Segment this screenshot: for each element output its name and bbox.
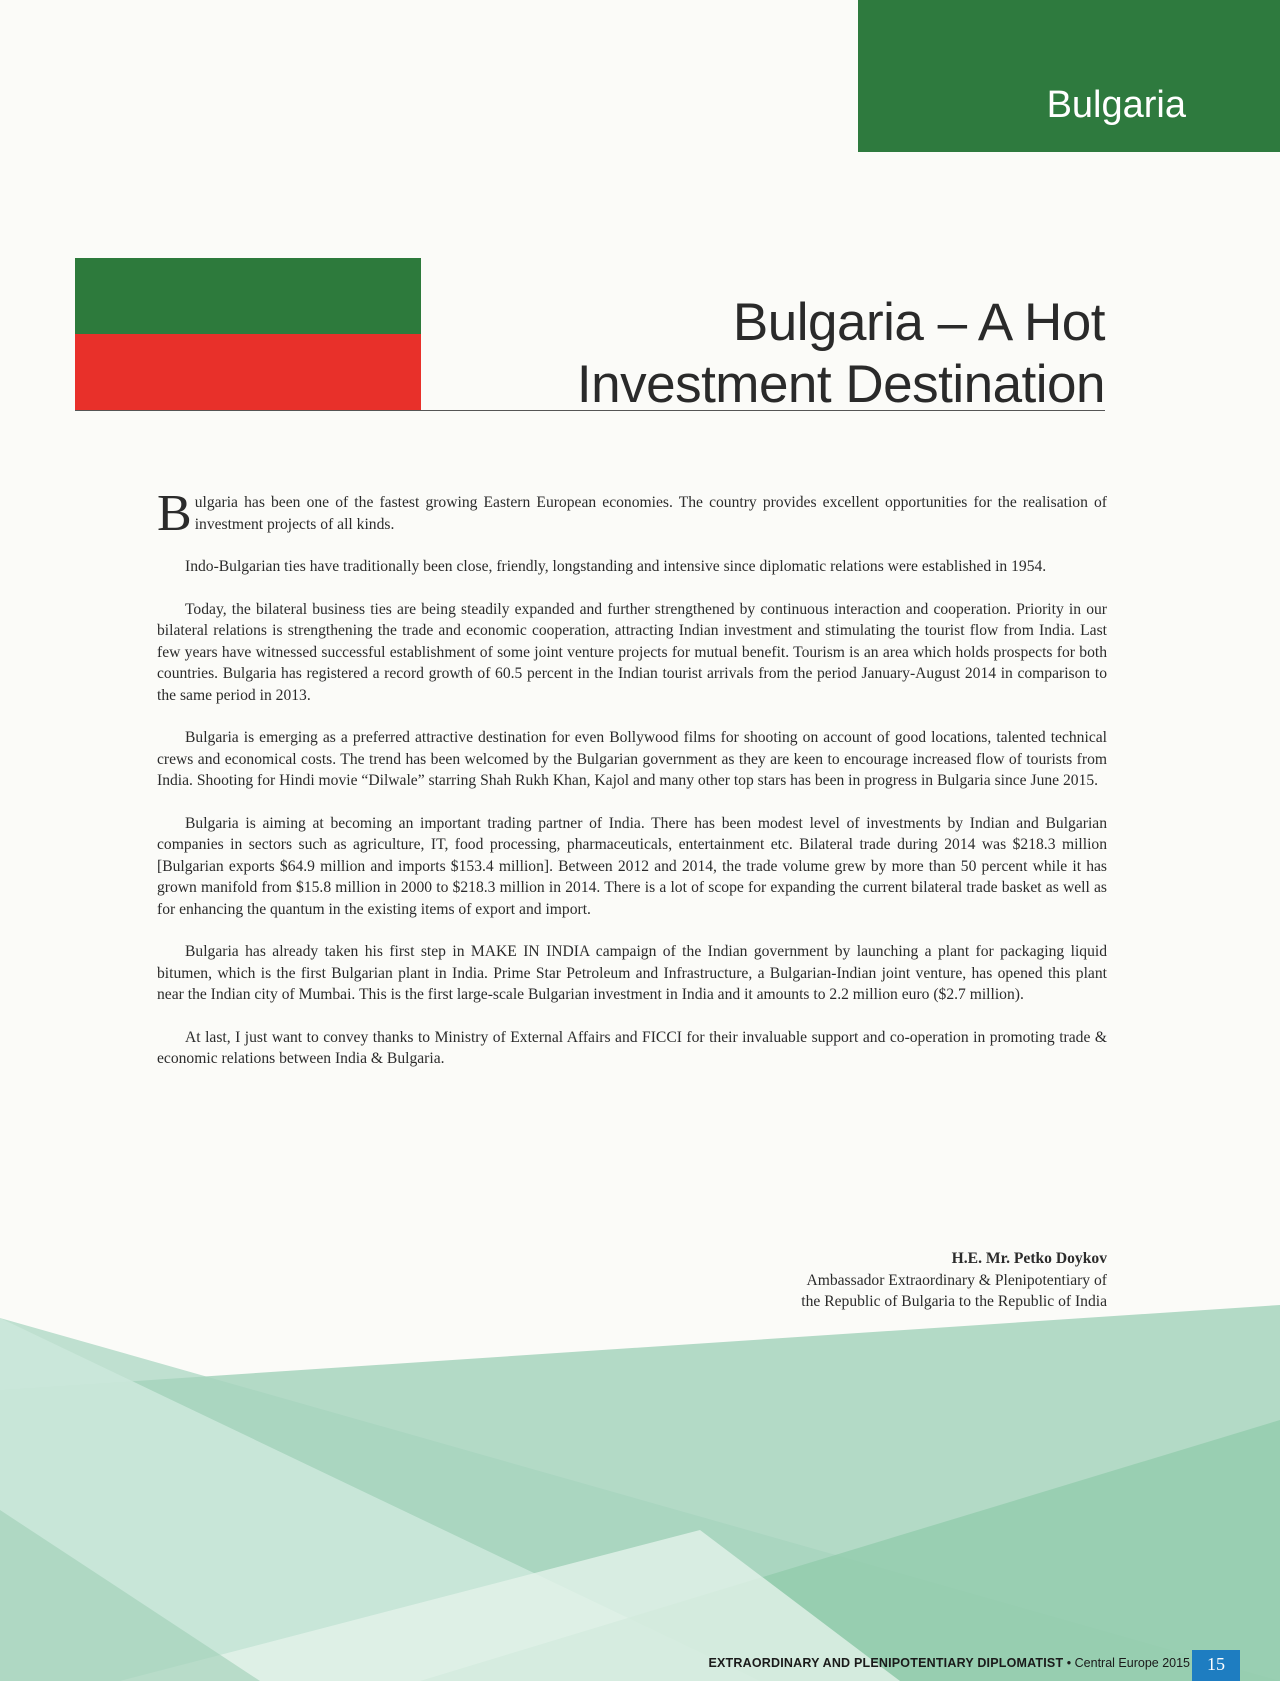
page-number: 15 — [1192, 1650, 1240, 1681]
signatory-title-line-1: Ambassador Extraordinary & Plenipotentiary of — [806, 1271, 1107, 1289]
article-paragraph: Bulgaria has been one of the fastest growing Eastern European economies. The country provides excellent opportunities for the realisation of investment projects of all kinds. — [157, 485, 1107, 542]
article-paragraph: Today, the bilateral business ties are being steadily expanded and further strengthened by continuous interaction and cooperation. Priority in our bilateral relations is strengthening the trade and economic cooperation, attracting Indian investment and stimulating the tourist flow from India. Last few years have witnessed successful establishment of some joint venture projects for mutual benefit. Tourism is an area which holds prospects for both countries. Bulgaria has registered a record growth of 60.5 percent in the Indian tourist arrivals from the period January-August 2014 in comparison to the same period in 2013. — [157, 600, 1107, 704]
article-paragraph: At last, I just want to convey thanks to Ministry of External Affairs and FICCI for their invaluable support and co-operation in promoting trade & economic relations between India & Bulgaria. — [157, 1028, 1107, 1067]
article-paragraph: Bulgaria is emerging as a preferred attractive destination for even Bollywood films for shooting on account of good locations, talented technical crews and economical costs. The trend has been welcomed by the Bulgarian government as they are keen to encourage increased flow of tourists from India. Shooting for Hindi movie “Dilwale” starring Shah Rukh Khan, Kajol and many other top stars has been in progress in Bulgaria since June 2015. — [157, 729, 1107, 789]
footer-publication — [708, 1656, 1190, 1670]
footer-separator: • — [1063, 1656, 1075, 1670]
section-tab — [858, 0, 1280, 152]
issue-name: Central Europe 2015 — [1074, 1656, 1190, 1670]
flag-green-band — [75, 258, 421, 334]
title-line-2: Investment Destination — [576, 355, 1105, 414]
article-paragraph: Bulgaria is aiming at becoming an important trading partner of India. There has been modest level of investments by Indian and Bulgarian companies in sectors such as agriculture, IT, food processing, pharmaceuticals, entertainment etc. Bilateral trade during 2014 was $218.3 million [Bulgarian exports $64.9 million and imports $153.4 million]. Between 2012 and 2014, the trade volume grew by more than 50 percent while it has grown manifold from $15.8 million in 2000 to $218.3 million in 2014. There is a lot of scope for expanding the current bilateral trade basket as well as for enhancing the quantum in the existing items of export and import. — [157, 814, 1107, 918]
article-paragraph: Indo-Bulgarian ties have traditionally been close, friendly, longstanding and intensive since diplomatic relations were established in 1954. — [185, 558, 1047, 575]
title-divider — [75, 410, 1105, 411]
article-body — [157, 485, 1107, 1091]
signature-block — [801, 1248, 1107, 1313]
publication-name: EXTRAORDINARY AND PLENIPOTENTIARY DIPLOMATIST — [708, 1656, 1064, 1670]
signatory-name: H.E. Mr. Petko Doykov — [951, 1250, 1107, 1267]
page-title — [577, 292, 1105, 416]
article-paragraph: Bulgaria has already taken his first step in MAKE IN INDIA campaign of the Indian government by launching a plant for packaging liquid bitumen, which is the first Bulgarian plant in India. Prime Star Petroleum and Infrastructure, a Bulgarian-Indian joint venture, has opened this plant near the Indian city of Mumbai. This is the first large-scale Bulgarian investment in India and it amounts to 2.2 million euro ($2.7 million). — [157, 943, 1107, 1003]
flag-red-band — [75, 334, 421, 410]
signatory-title-line-2: the Republic of Bulgaria to the Republic of India — [801, 1293, 1107, 1310]
title-line-1: Bulgaria – A Hot — [732, 293, 1105, 352]
section-tab-label: Bulgaria — [1046, 84, 1186, 126]
drop-cap: B — [157, 485, 192, 542]
bulgaria-flag-icon — [75, 258, 421, 410]
